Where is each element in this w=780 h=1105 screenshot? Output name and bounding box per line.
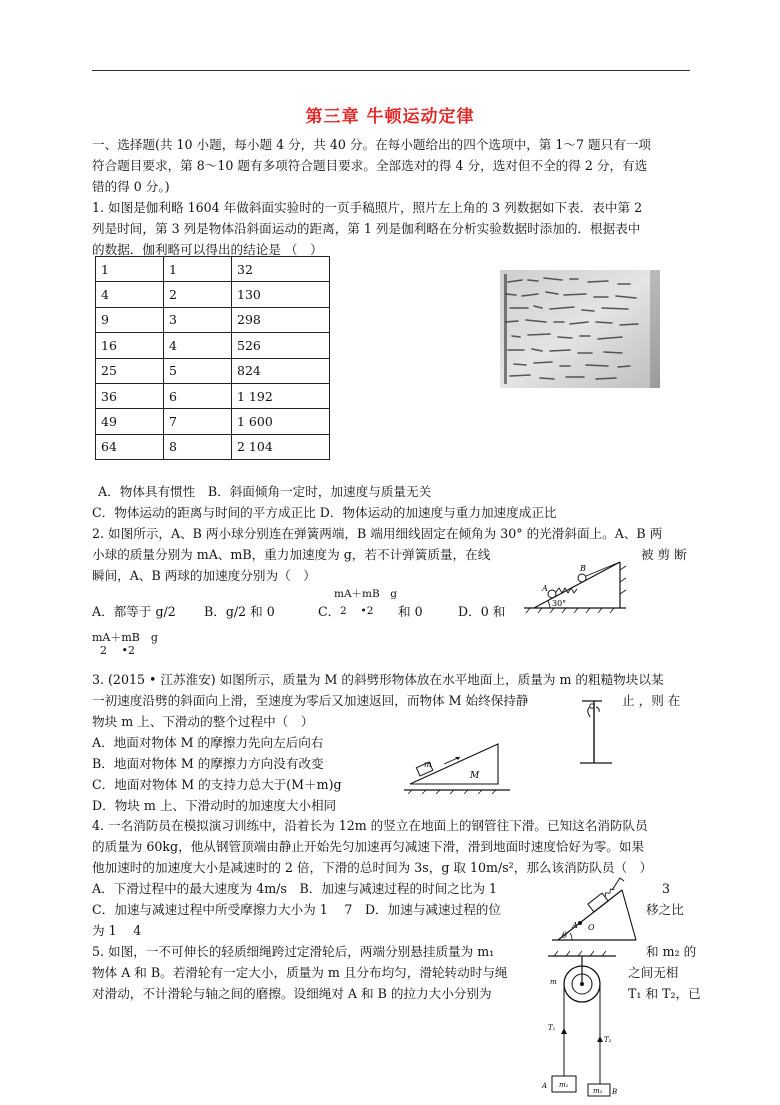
- q4-option-a: A．下滑过程中的最大速度为 4m/s B．加速与减速过程的时间之比为 1: [92, 881, 498, 896]
- q3-option: D．物块 m 上、下滑动时的加速度大小相同: [92, 798, 337, 813]
- table-row: [96, 282, 330, 307]
- q2-label-b: B: [580, 564, 586, 573]
- q2-d-fraction-top: mA＋mB g: [92, 631, 158, 644]
- table-cell: 5: [164, 358, 232, 383]
- table-cell: 7: [164, 409, 232, 434]
- table-cell: 298: [232, 307, 330, 332]
- table-cell: 526: [232, 333, 330, 358]
- q5-pulley-figure: [536, 950, 628, 1098]
- q5-label-t2: T₂: [604, 1036, 612, 1044]
- q3-option: B．地面对物体 M 的摩擦力方向没有改变: [92, 756, 324, 771]
- q1-stem: 的数据．伽利略可以得出的结论是 （ ）: [92, 242, 323, 257]
- q2-stem: 小球的质量分别为 mA、mB，重力加速度为 g，若不计弹簧质量，在线: [92, 547, 491, 562]
- q4-stem: 的质量为 60kg，他从钢管顶端由静止开始先匀加速再匀减速下滑，滑到地面时速度恰好为零。如果: [92, 839, 645, 854]
- table-cell: 6: [164, 383, 232, 408]
- table-cell: 1 600: [232, 409, 330, 434]
- table-cell: 1 192: [232, 383, 330, 408]
- q2-option-c: C．: [318, 604, 341, 619]
- q3-wedge-figure: [404, 740, 514, 794]
- table-cell: 130: [232, 282, 330, 307]
- q2-option-d: D．0 和: [458, 604, 506, 619]
- table-row: [96, 257, 330, 282]
- q4-option-c-tail: 移之比: [646, 902, 684, 917]
- manuscript-photo: [500, 270, 660, 388]
- q5-label-a: A: [542, 1082, 548, 1090]
- intro-line: 错的得 0 分。): [92, 179, 170, 194]
- q2-label-a: A: [542, 584, 548, 593]
- q2-stem-tail: 被 剪 断: [641, 547, 687, 562]
- q3-label-big-m: M: [470, 771, 480, 781]
- header-rule: [92, 70, 690, 71]
- table-cell: 36: [96, 383, 164, 408]
- table-cell: 32: [232, 257, 330, 282]
- table-row: [96, 358, 330, 383]
- q5-stem-tail: 之间无相: [628, 965, 679, 980]
- q2-angle-label: 30°: [552, 599, 567, 608]
- q5-label-t1: T₁: [548, 1024, 556, 1032]
- table-cell: 64: [96, 434, 164, 459]
- page-title: 第三章 牛顿运动定律: [305, 107, 475, 127]
- q5-label-m2: m₂: [593, 1087, 603, 1095]
- q2-fraction-top: mA＋mB g: [334, 588, 397, 600]
- table-row: [96, 333, 330, 358]
- q2-option-b: B．g/2 和 0: [204, 604, 275, 619]
- q4-label-theta: θ: [562, 931, 567, 940]
- q3-option: A．地面对物体 M 的摩擦力先向左后向右: [92, 735, 324, 750]
- q2-fraction-bottom: 2 •2: [340, 605, 374, 617]
- q5-stem-tail: 和 m₂ 的: [646, 944, 697, 959]
- q4-option-c: C．加速与减速过程中所受摩擦力大小为 1 7 D．加速与减速过程的位: [92, 902, 501, 917]
- table-row: [96, 383, 330, 408]
- q4-option-last: 为 1 4: [92, 923, 142, 938]
- q2-stem: 瞬间，A、B 两球的加速度分别为（ ）: [92, 568, 316, 583]
- intro-line: 一、选择题(共 10 小题，每小题 4 分，共 40 分。在每小题给出的四个选项中，第 1～7 题只有一项: [92, 137, 651, 152]
- q5-stem: 对滑动，不计滑轮与轴之间的磨擦。设细绳对 A 和 B 的拉力大小分别为: [92, 986, 492, 1001]
- q2-stem: 2. 如图所示，A、B 两小球分别连在弹簧两端，B 端用细线固定在倾角为 30° 的光滑斜面上。A、B 两: [92, 526, 663, 541]
- q3-stem: 3. (2015 • 江苏淮安) 如图所示，质量为 M 的斜劈形物体放在水平地面上，质量为 m 的粗糙物块以某: [92, 672, 664, 687]
- table-row: [96, 434, 330, 459]
- q3-option: C．地面对物体 M 的支持力总大于(M＋m)g: [92, 777, 342, 792]
- table-row: [96, 307, 330, 332]
- q2-option-a: A．都等于 g/2: [92, 604, 176, 619]
- table-cell: 9: [96, 307, 164, 332]
- q3-stem: 一初速度沿劈的斜面向上滑，至速度为零后又加速返回，而物体 M 始终保持静: [92, 693, 529, 708]
- q3-stem: 物块 m 上、下滑动的整个过程中（ ）: [92, 714, 314, 729]
- table-cell: 2 104: [232, 434, 330, 459]
- q4-label-o: O: [588, 923, 595, 932]
- table-cell: 49: [96, 409, 164, 434]
- q1-data-table: [95, 256, 330, 460]
- q5-label-m1: m₁: [559, 1081, 569, 1089]
- q1-stem: 列是时间，第 3 列是物体沿斜面运动的距离，第 1 列是伽利略在分析实验数据时添加的．根据表中: [92, 221, 641, 236]
- table-cell: 1: [164, 257, 232, 282]
- q3-label-m: m: [424, 760, 432, 769]
- q4-stem: 他加速时的加速度大小是减速时的 2 倍，下滑的总时间为 3s，g 取 10m/s²，那么该消防队员（ ）: [92, 860, 653, 875]
- table-cell: 25: [96, 358, 164, 383]
- table-cell: 824: [232, 358, 330, 383]
- q3-pole-figure: [580, 697, 614, 767]
- intro-line: 符合题目要求，第 8～10 题有多项符合题目要求。全部选对的得 4 分，选对但不全的得 2 分，有选: [92, 158, 648, 173]
- q5-stem: 5. 如图，一不可伸长的轻质细绳跨过定滑轮后，两端分别悬挂质量为 m₁: [92, 944, 495, 959]
- q5-stem-tail: T₁ 和 T₂，已: [628, 986, 701, 1001]
- q5-label-b: B: [612, 1088, 618, 1096]
- table-cell: 2: [164, 282, 232, 307]
- q2-d-fraction-bottom: 2 •2: [100, 644, 135, 657]
- q5-stem: 物体 A 和 B。若滑轮有一定大小，质量为 m 且分布均匀，滑轮转动时与绳: [92, 965, 508, 980]
- q1-option: A．物体具有惯性 B．斜面倾角一定时，加速度与质量无关: [98, 484, 432, 499]
- table-row: [96, 409, 330, 434]
- table-cell: 16: [96, 333, 164, 358]
- q1-stem: 1. 如图是伽利略 1604 年做斜面实验时的一页手稿照片，照片左上角的 3 列数据如下表．表中第 2: [92, 200, 643, 215]
- q5-label-m: m: [550, 978, 557, 986]
- table-cell: 3: [164, 307, 232, 332]
- q4-label-a: A: [572, 921, 578, 930]
- table-cell: 4: [96, 282, 164, 307]
- q1-option: C．物体运动的距离与时间的平方成正比 D．物体运动的加速度与重力加速度成正比: [92, 505, 557, 520]
- q4-stem: 4. 一名消防员在模拟演习训练中，沿着长为 12m 的竖立在地面上的钢管往下滑。已知这名消防队员: [92, 818, 648, 833]
- table-cell: 4: [164, 333, 232, 358]
- q2-option-c-tail: 和 0: [398, 604, 423, 619]
- q4-option-a-tail: 3: [662, 881, 671, 896]
- q2-incline-figure: [520, 556, 632, 614]
- q3-stem-tail: 止 ，则 在: [622, 693, 681, 708]
- table-cell: 1: [96, 257, 164, 282]
- table-cell: 8: [164, 434, 232, 459]
- q4-incline-figure: [548, 872, 640, 944]
